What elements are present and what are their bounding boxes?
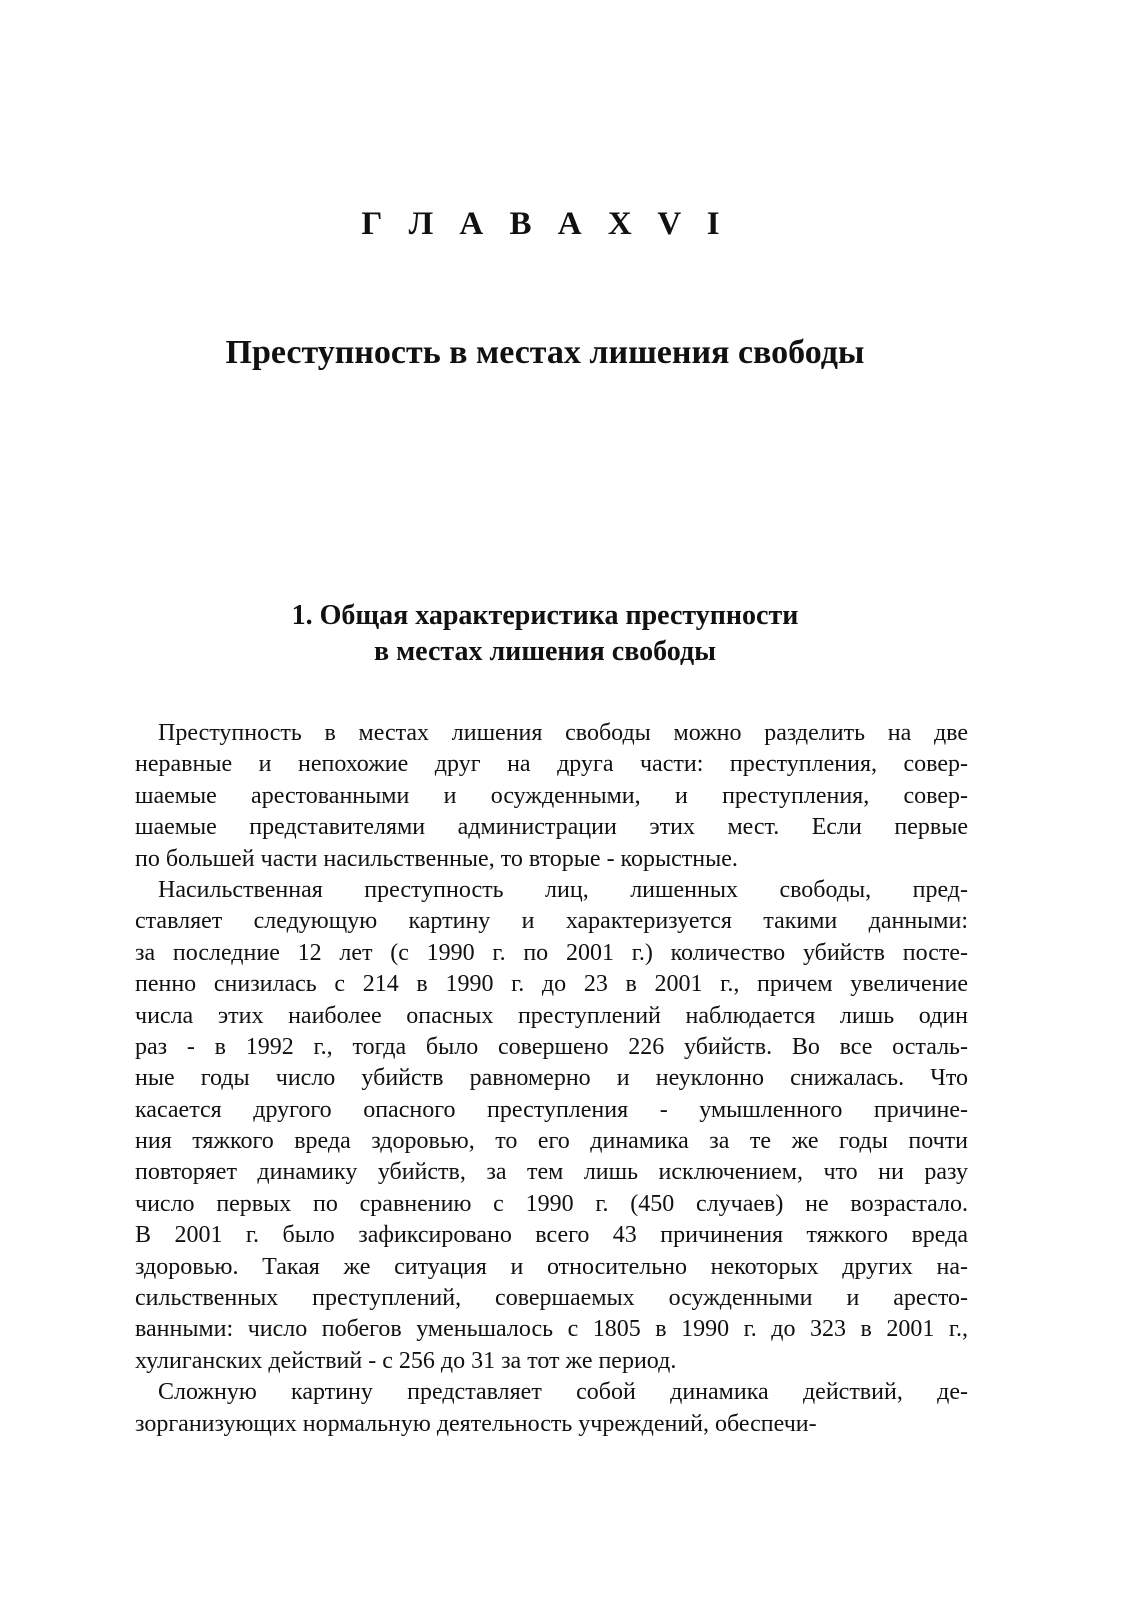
paragraph-line: сильственных преступлений, совершаемых осужденными и аресто- — [135, 1285, 968, 1312]
section-title-line: в местах лишения свободы — [373, 636, 716, 667]
paragraph-line: зорганизующих нормальную деятельность учреждений, обеспечи- — [135, 1410, 817, 1437]
paragraph-line: ные годы число убийств равномерно и неуклонно снижалась. Что — [135, 1065, 968, 1092]
paragraph-line: Преступность в местах лишения свободы можно разделить на две — [158, 720, 968, 746]
paragraph-line: касается другого опасного преступления - умышленного причине- — [135, 1096, 968, 1123]
paragraph-line: число первых по сравнению с 1990 г. (450 случаев) не возрастало. — [135, 1190, 968, 1217]
paragraph-line: числа этих наиболее опасных преступлений наблюдается лишь один — [135, 1002, 968, 1029]
paragraph-line: хулиганских действий - с 256 до 31 за тот же период. — [135, 1347, 677, 1374]
paragraph-line: повторяет динамику убийств, за тем лишь исключением, что ни разу — [135, 1159, 968, 1186]
paragraph-line: ванными: число побегов уменьшалось с 1805 в 1990 г. до 323 в 2001 г., — [135, 1316, 968, 1343]
paragraph-line: Насильственная преступность лиц, лишенных свободы, пред- — [158, 876, 968, 903]
paragraph-line: пенно снизилась с 214 в 1990 г. до 23 в 2001 г., причем увеличение — [135, 971, 968, 998]
paragraph-line: за последние 12 лет (с 1990 г. по 2001 г.) количество убийств посте- — [135, 939, 968, 966]
paragraph-line: ния тяжкого вреда здоровью, то его динамика за те же годы почти — [135, 1128, 968, 1155]
body-text — [135, 718, 968, 1440]
paragraph-line: неравные и непохожие друг на друга части: преступления, совер- — [135, 751, 968, 778]
paragraph-line: шаемые представителями администрации этих мест. Если первые — [135, 814, 968, 841]
chapter-title: Преступность в местах лишения свободы — [225, 334, 865, 371]
paragraph-line: здоровью. Такая же ситуация и относительно некоторых других на- — [135, 1253, 968, 1280]
chapter-label: Г Л А В А X V I — [361, 206, 729, 242]
paragraph-line: по большей части насильственные, то вторые - корыстные. — [135, 845, 738, 872]
paragraph-line: В 2001 г. было зафиксировано всего 43 причинения тяжкого вреда — [135, 1222, 968, 1249]
paragraph-line: ставляет следующую картину и характеризуется такими данными: — [135, 908, 968, 935]
section-title — [0, 598, 1090, 670]
paragraph-line: Сложную картину представляет собой динамика действий, де- — [158, 1379, 968, 1406]
section-title-line: 1. Общая характеристика преступности — [291, 600, 799, 631]
paragraph-line: шаемые арестованными и осужденными, и преступления, совер- — [135, 782, 968, 809]
paragraph-line: раз - в 1992 г., тогда было совершено 226 убийств. Во все осталь- — [135, 1033, 968, 1060]
